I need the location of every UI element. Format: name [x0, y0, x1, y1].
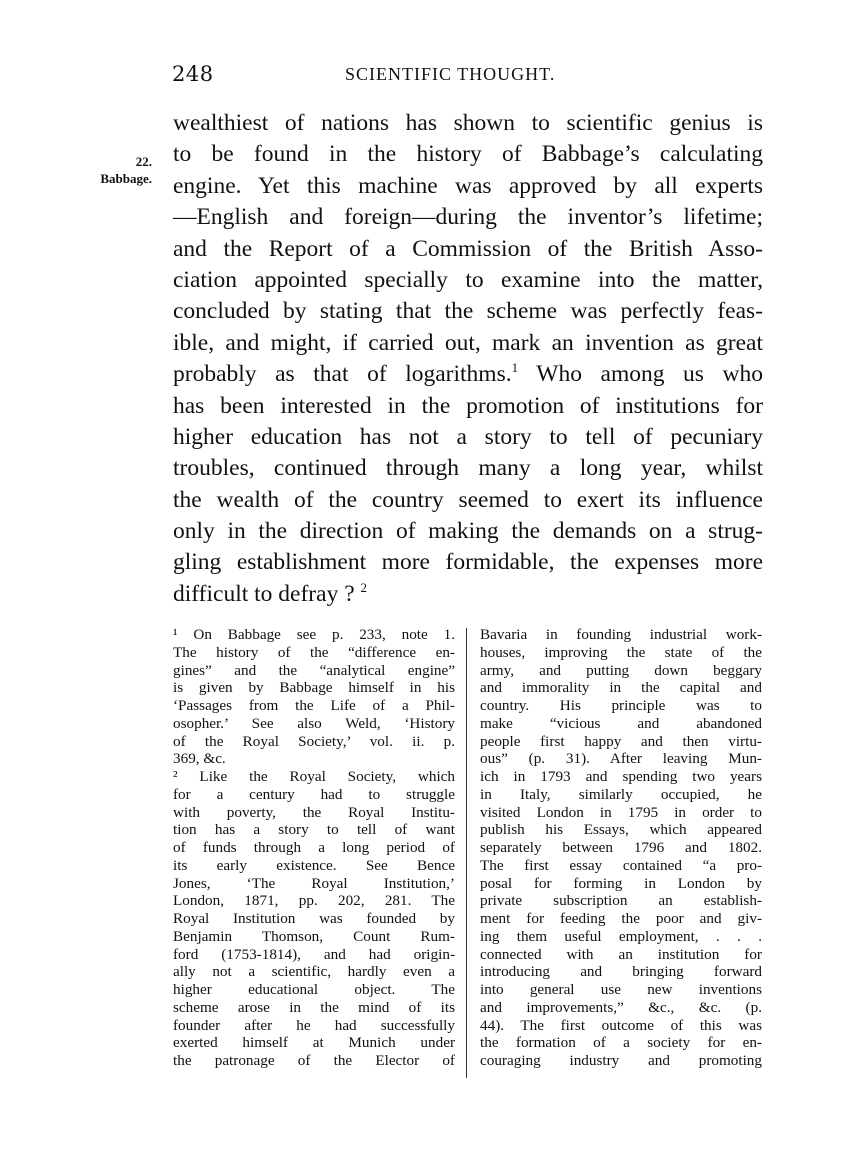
- footnote-line: and immorality in the capital and: [480, 679, 762, 697]
- footnote-line: visited London in 1795 in order to: [480, 803, 762, 821]
- footnote-line: army, and putting down beggary: [480, 661, 762, 679]
- footnote-line: posal for forming in London by: [480, 874, 762, 892]
- footnote-line: the patronage of the Elector of: [173, 1052, 455, 1069]
- footnote-line: separately between 1796 and 1802.: [480, 839, 762, 856]
- footnote-line: Benjamin Thomson, Count Rum-: [173, 927, 455, 945]
- body-text: [173, 108, 763, 610]
- footnote-column-divider: [466, 628, 467, 1078]
- body-line: and the Report of a Commission of the British Asso-: [173, 235, 763, 262]
- footnote-line: connected with an institution for: [480, 945, 762, 963]
- footnote-line: 369, &c.: [173, 750, 226, 768]
- footnote-line: osopher.’ See also Weld, ‘History: [173, 714, 455, 732]
- margin-note-label: Babbage.: [100, 171, 152, 186]
- body-line-with-footnote-2: [173, 579, 763, 610]
- margin-note: [72, 153, 152, 187]
- footnote-line: make “vicious and abandoned: [480, 714, 762, 732]
- footnote-line: founder after he had successfully: [173, 1016, 455, 1034]
- footnote-line: publish his Essays, which appeared: [480, 821, 762, 839]
- footnote-line: Jones, ‘The Royal Institution,’: [173, 874, 455, 892]
- body-line: ciation appointed specially to examine into the matter,: [173, 266, 763, 293]
- footnote-line: in Italy, similarly occupied, he: [480, 785, 762, 803]
- footnote-line: people first happy and then virtu-: [480, 732, 762, 750]
- footnote-line: into general use new inventions: [480, 981, 762, 998]
- footnote-line: London, 1871, pp. 202, 281. The: [173, 892, 455, 910]
- body-line: engine. Yet this machine was approved by all experts: [173, 172, 763, 199]
- footnote-line: ing them useful employment, . . .: [480, 927, 762, 945]
- page-number: 248: [172, 62, 214, 86]
- body-line: to be found in the history of Babbage’s calculating: [173, 141, 763, 168]
- footnote-line: ous” (p. 31). After leaving Mun-: [480, 750, 762, 768]
- footnote-line: ment for feeding the poor and giv-: [480, 910, 762, 927]
- body-line: gling establishment more formidable, the expenses more: [173, 549, 763, 576]
- footnote-line: country. His principle was to: [480, 697, 762, 714]
- footnote-line: ally not a scientific, hardly even a: [173, 963, 455, 981]
- footnote-line: for a century had to struggle: [173, 785, 455, 803]
- body-line: has been interested in the promotion of institutions for: [173, 392, 763, 419]
- footnote-line: ich in 1793 and spending two years: [480, 768, 762, 785]
- running-title: SCIENTIFIC THOUGHT.: [345, 64, 556, 84]
- body-line: the wealth of the country seemed to exert its influence: [173, 486, 763, 513]
- footnote-line: gines” and the “analytical engine”: [173, 661, 455, 679]
- body-line: higher education has not a story to tell of pecuniary: [173, 423, 763, 450]
- footnote-line: is given by Babbage himself in his: [173, 679, 455, 697]
- body-line-with-footnote-1: [173, 359, 763, 390]
- footnote-ref-1: 1: [511, 360, 519, 376]
- footnote-line: of the Royal Society,’ vol. ii. p.: [173, 732, 455, 750]
- footnote-line: Bavaria in founding industrial work-: [480, 626, 762, 643]
- body-line: concluded by stating that the scheme was perfectly feas-: [173, 298, 763, 325]
- body-line: troubles, continued through many a long year, whilst: [173, 455, 763, 482]
- body-line-text: difficult to defray ?: [173, 580, 355, 607]
- footnote-line: couraging industry and promoting: [480, 1052, 762, 1069]
- footnote-line: and improvements,” &c., &c. (p.: [480, 998, 762, 1016]
- body-line-text: Who among us who: [518, 361, 763, 388]
- footnote-line: Royal Institution was founded by: [173, 910, 455, 927]
- footnote-line: of funds through a long period of: [173, 839, 455, 856]
- body-line-text: probably as that of logarithms.: [173, 361, 512, 388]
- footnote-line: ford (1753-1814), and had origin-: [173, 945, 455, 963]
- footnote-line: introducing and bringing forward: [480, 963, 762, 981]
- footnote-ref-2: 2: [360, 580, 367, 596]
- footnote-line: 44). The first outcome of this was: [480, 1016, 762, 1034]
- footnotes-right-column: [480, 626, 762, 1070]
- footnote-line: higher educational object. The: [173, 981, 455, 998]
- footnote-line: ² Like the Royal Society, which: [173, 768, 455, 785]
- body-line: —English and foreign—during the inventor’s lifetime;: [173, 204, 763, 231]
- footnote-line: scheme arose in the mind of its: [173, 998, 455, 1016]
- footnote-line: tion has a story to tell of want: [173, 821, 455, 839]
- margin-note-number: 22.: [135, 154, 152, 169]
- footnote-line: houses, improving the state of the: [480, 643, 762, 661]
- footnote-line: its early existence. See Bence: [173, 856, 455, 874]
- footnote-line: private subscription an establish-: [480, 892, 762, 910]
- footnote-line: the formation of a society for en-: [480, 1034, 762, 1052]
- footnote-line: ‘Passages from the Life of a Phil-: [173, 697, 455, 714]
- body-line: ible, and might, if carried out, mark an invention as great: [173, 329, 763, 356]
- body-line: only in the direction of making the demands on a strug-: [173, 518, 763, 545]
- footnote-line: The history of the “difference en-: [173, 643, 455, 661]
- body-line: wealthiest of nations has shown to scientific genius is: [173, 110, 763, 136]
- footnote-line: The first essay contained “a pro-: [480, 856, 762, 874]
- footnote-line: ¹ On Babbage see p. 233, note 1.: [173, 626, 455, 643]
- footnote-line: with poverty, the Royal Institu-: [173, 803, 455, 821]
- footnote-line: exerted himself at Munich under: [173, 1034, 455, 1052]
- footnotes-left-column: [173, 626, 455, 1070]
